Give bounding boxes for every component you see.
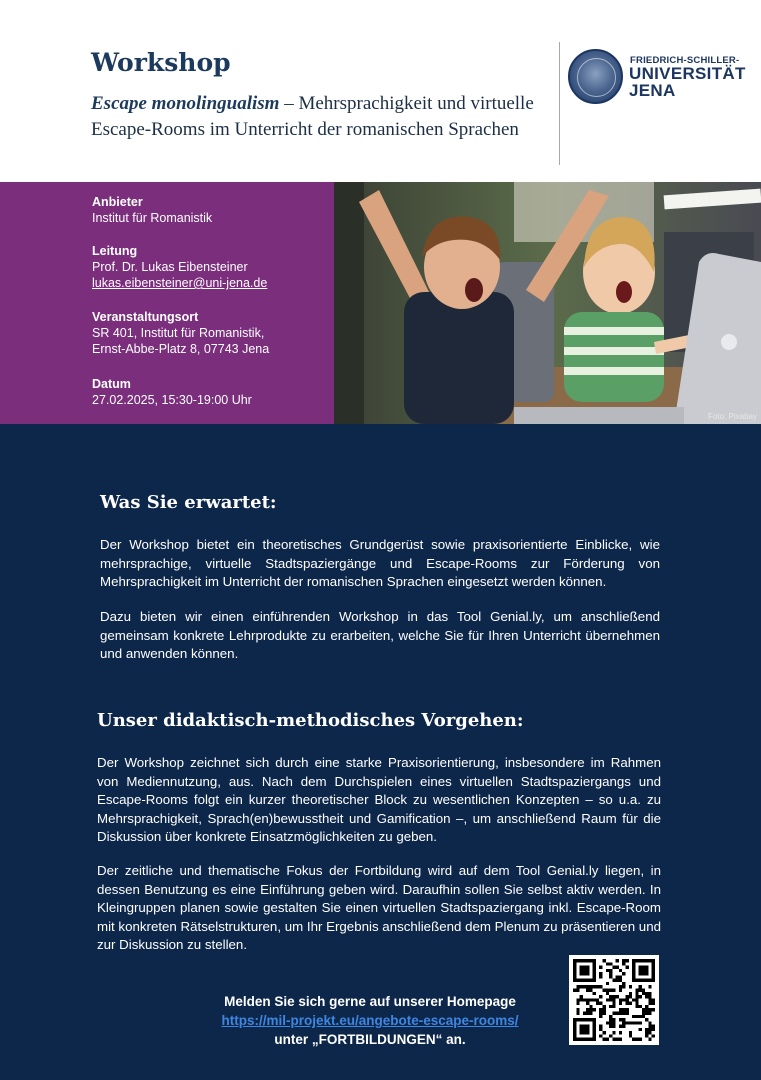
ort-line-1: SR 401, Institut für Romanistik,: [92, 326, 265, 340]
university-seal-icon: [568, 49, 623, 104]
cta-line-3: unter „FORTBILDUNGEN“ an.: [274, 1032, 466, 1047]
logo-line-3: JENA: [629, 81, 676, 100]
homepage-link[interactable]: https://mil-projekt.eu/angebote-escape-rooms/: [221, 1013, 519, 1028]
datum-label: Datum: [92, 377, 131, 391]
leitung-block: [92, 243, 267, 291]
section-heading-method: Unser didaktisch-methodisches Vorgehen:: [97, 710, 524, 731]
method-paragraph-1: Der Workshop zeichnet sich durch eine starke Praxisorientierung, insbesondere im Rahmen von Mediennutzung, aus. Nach dem Durchspielen eines virtuellen Stadtspaziergangs und Escape-Rooms folgt ein kurzer theoretischer Block zu wesentlichen Konzepten – so u.a. zu Mehrsprachigkeit, Sprach(en)bewusstheit und Gamification –, um anschließend Raum für die Diskussion über konkrete Einsatzmöglichkeiten zu geben.: [97, 755, 661, 844]
main-content: [0, 424, 761, 1080]
info-panel: [0, 182, 334, 424]
subtitle-rest: – Mehrsprachigkeit und virtuelle Escape-Rooms im Unterricht der romanischen Sprachen: [91, 93, 534, 140]
leitung-name: Prof. Dr. Lukas Eibensteiner: [92, 260, 248, 274]
leitung-label: Leitung: [92, 244, 138, 258]
university-logo: [568, 47, 753, 107]
ort-line-2: Ernst-Abbe-Platz 8, 07743 Jena: [92, 342, 270, 356]
anbieter-label: Anbieter: [92, 195, 143, 209]
cta-line-1: Melden Sie sich gerne auf unserer Homepage: [224, 994, 516, 1009]
section-heading-expectations: Was Sie erwartet:: [100, 492, 277, 513]
header: [0, 0, 761, 182]
qr-code-icon: [573, 959, 655, 1041]
anbieter-value: Institut für Romanistik: [92, 211, 213, 225]
logo-line-1: FRIEDRICH-SCHILLER-: [630, 55, 740, 66]
expectations-paragraph-1: Der Workshop bietet ein theoretisches Grundgerüst sowie praxisorientierte Einblicke, wie mehrsprachige, virtuelle Stadtspaziergänge und Escape-Rooms zur Förderung von Mehrsprachigkeit im Unterricht der romanischen Sprachen eingesetzt werden können.: [100, 537, 660, 589]
qr-code[interactable]: [569, 955, 659, 1045]
ort-block: [92, 309, 269, 357]
datum-block: [92, 376, 252, 408]
ort-label: Veranstaltungsort: [92, 310, 199, 324]
subtitle-emphasis: Escape monolingualism: [91, 93, 280, 114]
header-photo: [334, 182, 761, 424]
header-divider: [559, 42, 560, 165]
registration-call-to-action: [200, 992, 540, 1049]
workshop-subtitle: [91, 91, 541, 143]
datum-value: 27.02.2025, 15:30-19:00 Uhr: [92, 393, 252, 407]
anbieter-block: [92, 194, 212, 226]
logo-line-2: UNIVERSITÄT: [629, 64, 746, 83]
children-laptop-illustration: [334, 182, 761, 424]
photo-credit: Foto: Pixabay: [708, 412, 757, 421]
leitung-email-link[interactable]: lukas.eibensteiner@uni-jena.de: [92, 276, 268, 290]
expectations-paragraph-2: Dazu bieten wir einen einführenden Workshop in das Tool Genial.ly, um anschließend gemeinsam konkrete Lehrprodukte zu erarbeiten, welche Sie für Ihren Unterricht übernehmen und anwenden können.: [100, 609, 660, 661]
page-title: Workshop: [91, 48, 231, 77]
method-paragraph-2: Der zeitliche und thematische Fokus der Fortbildung wird auf dem Tool Genial.ly liegen, in dessen Benutzung es eine Einführung geben wird. Daraufhin sollen Sie selbst aktiv werden. In Kleingruppen planen sowie gestalten Sie einen virtuellen Stadtspaziergang inkl. Escape-Room mit konkreten Rätselstrukturen, um Ihr Ergebnis anschließend dem Plenum zu präsentieren und zur Diskussion zu stellen.: [97, 863, 661, 952]
